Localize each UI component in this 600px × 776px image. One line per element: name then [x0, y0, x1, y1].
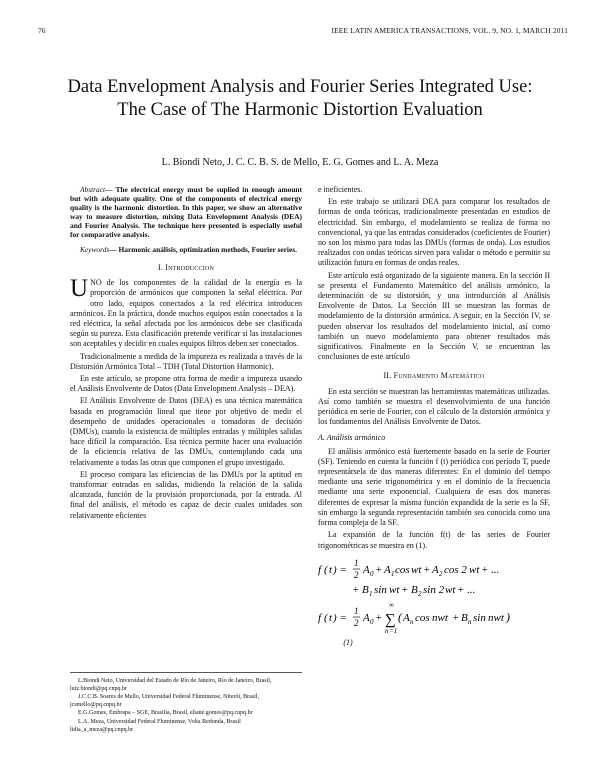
left-column	[70, 185, 302, 523]
svg-text:n: n	[410, 617, 414, 626]
svg-text:(: (	[324, 563, 328, 576]
abstract-text: — The electrical energy must be suplied in enough amount but with adequate quality. One of the components of electrical energy quality is the harmonic distortion. In this paper, we show an alternative way to measure distortion, mixing Data Envelopment Analysis (DEA) and Fourier Analysis. The technique here presented is especially useful for comparative analysis.	[70, 185, 302, 239]
abstract-label: Abstract	[80, 185, 106, 194]
section-number: I.	[157, 263, 164, 272]
svg-text:A: A	[432, 563, 439, 576]
svg-text:+ ...: + ...	[481, 563, 500, 576]
svg-text:+: +	[375, 611, 383, 624]
fourier-equation	[318, 555, 550, 648]
svg-text:wt: wt	[445, 583, 456, 596]
svg-text:1: 1	[369, 589, 373, 598]
section-heading-2	[318, 371, 550, 381]
svg-text:∑: ∑	[385, 611, 396, 628]
paragraph: En este trabajo se utilizará DEA para comparar los resultados de formas de onda teóricas, tradicionalmente presentadas en estudios de electricidad. Sin embargo, el modelamiento se realiza de forma no convencional, ya que las entradas considerados (coeficientes de Fourier) no son los mismo para todas las DMUs (formas de onda). Los estudios realizados con ondas teóricas sirven para validar o método e permitir su utilización futura en formas de ondas reales.	[318, 197, 550, 268]
svg-text:nwt: nwt	[432, 611, 448, 624]
svg-text:wt: wt	[389, 583, 400, 596]
svg-text:cos: cos	[395, 563, 410, 576]
paragraph: En este artículo, se propone otra forma de medir a impureza usando el Análisis Envolvente de Datos (Data Envelopment Analysis – DEA).	[70, 374, 302, 394]
equation-number: (1)	[343, 637, 353, 647]
dropcap: U	[70, 275, 89, 303]
svg-text:1: 1	[354, 557, 359, 568]
svg-text:f: f	[318, 563, 322, 576]
svg-text:0: 0	[370, 617, 374, 626]
svg-text:2: 2	[354, 569, 359, 580]
svg-text:n: n	[385, 626, 389, 635]
svg-text:+: +	[452, 611, 460, 624]
svg-text:sin: sin	[374, 583, 387, 596]
svg-text:2: 2	[354, 617, 359, 628]
svg-text:A: A	[363, 611, 370, 624]
keywords	[70, 245, 302, 254]
svg-text:+: +	[352, 583, 360, 596]
paragraph: e ineficientes.	[318, 185, 363, 194]
svg-text:B: B	[461, 611, 468, 624]
svg-text:n: n	[468, 617, 472, 626]
svg-text:+ ...: + ...	[457, 583, 476, 596]
svg-text:f: f	[318, 611, 322, 624]
journal-header: IEEE LATIN AMERICA TRANSACTIONS, VOL. 9, NO. 1, MARCH 2011	[331, 26, 568, 35]
svg-text:+: +	[423, 563, 431, 576]
svg-text:2: 2	[439, 569, 443, 578]
svg-text:wt: wt	[411, 563, 422, 576]
svg-text:=1: =1	[389, 626, 398, 635]
footnote: L.Biondi Neto, Universidad del Estado de Río de Janeiro, Río de Janeiro, Brasil, luiz.biondi@pq.cnpq.br	[70, 678, 272, 692]
svg-text:nwt: nwt	[488, 611, 504, 624]
paragraph: El análisis armónico está fuertemente basado en la serie de Fourier (SF). Teniendo en cuenta la función f (t) periódica con período T, puede representársela de dos maneras diferentes: En el dominio del tiempo mediante una serie trigonométrica y en el dominio de la frecuencia mediante una serie exponencial. Cualquiera de esas dos maneras diferentes de expresar la misma función expandida de la serie es la SF, sin embargo la segunda representación también sea conocida como una forma compleja de la SF.	[318, 446, 550, 528]
svg-text:cos 2: cos 2	[444, 563, 467, 576]
footnote: L.A. Meza, Universidad Federal Fluminense, Volta Redonda, Brasil lidia_a_meza@pq.cnpq.br	[70, 718, 241, 733]
svg-text:A: A	[384, 563, 391, 576]
svg-text:0: 0	[370, 569, 374, 578]
paragraph: Tradicionalmente a medida de la impureza es realizada a través de la Distorsión Armónica Total – TDH (Total Distortion Harmonic).	[70, 351, 302, 371]
paragraph: El proceso compara las eficiencias de las DMUs por la aptitud en transformar entradas en salidas, midiendo la relación de la salida alcanzada, función de la provisión proporcionada, por la entrada. Al final del análisis, el método es capaz de decir cuales unidades son relativamente eficientes	[70, 469, 302, 520]
paragraph: Este artículo está organizado de la siguiente manera. En la sección II se presenta el Fundamento Matemático del análisis armónico, la determinación de su distorsión, y una introducción al Análisis Envolvente de Datos. La Sección III se muestran las formas de modelamiento de la distorsión armónica. A seguir, en la Sección IV, se pueden observar los resultados del modelamiento inicial, así como también un nuevo modelamiento para obtener resultados más significativos. Finalmente en la Sección V, se encuentran las conclusiones de este artículo	[318, 270, 550, 362]
svg-text:wt: wt	[469, 563, 480, 576]
section-title: Introduccion	[165, 263, 214, 272]
svg-text:+: +	[375, 563, 383, 576]
svg-text:B: B	[411, 583, 418, 596]
svg-text:(: (	[324, 611, 328, 624]
paragraph	[70, 275, 302, 349]
section-title: Fundamento Matemático	[393, 371, 485, 381]
equation-graphic	[318, 555, 550, 647]
paragraph: La expansión de la función f(t) de las series de Fourier trigonométricas se muestra en (1).	[318, 530, 550, 550]
svg-text:sin: sin	[473, 611, 486, 624]
svg-text:cos: cos	[415, 611, 430, 624]
abstract	[70, 185, 302, 239]
paragraph: El Análisis Envolvente de Datos (DEA) es una técnica matemática basada en programación lineal que tiene por objetivo de medir el desempeño de unidades operacionales o tomadoras de decisión (DMUs), cuando la existencia de múltiples entradas y múltiples salidas hace difícil la comparación. Esa técnica permite hacer una evaluación de la eficiencia relativa de las DMUs, contemplando cada una relativamente a todas las otras que componen el grupo investigado.	[70, 396, 302, 467]
section-number: II.	[383, 371, 392, 381]
svg-text:) =: ) =	[333, 563, 347, 576]
svg-text:1: 1	[391, 569, 395, 578]
svg-text:A: A	[403, 611, 410, 624]
page-number: 76	[38, 26, 46, 35]
svg-text:B: B	[362, 583, 369, 596]
keywords-label: Keywords	[80, 245, 110, 254]
svg-text:t: t	[329, 563, 333, 576]
paragraph-text: NO de los componentes de la calidad de la energía es la proporción de armónicos que componen la señal eléctrica. Por otro lado, equipos conectados a la red eléctrica introducen armónicos. En la práctica, donde muchos equipos están conectados a la red eléctrica, la señal afectada por los armónicos debe ser clasificada según su pureza. Esta clasificación pretende verificar si las instalaciones son aceptables y decidir en cuales equipos filtros deben ser conectados.	[70, 278, 302, 349]
svg-text:1: 1	[354, 605, 359, 616]
svg-text:2: 2	[418, 589, 422, 598]
svg-text:): )	[506, 609, 510, 624]
svg-text:+: +	[401, 583, 409, 596]
paper-authors: L. Biondi Neto, J. C. C. B. S. de Mello, E. G. Gomes and L. A. Meza	[161, 157, 439, 168]
keywords-text: — Harmonic análisis, optimization methods, Fourier series.	[109, 245, 297, 254]
subsection-heading: A. Análisis armónico	[318, 433, 386, 443]
svg-text:t: t	[329, 611, 333, 624]
footnote: E.G.Gomes, Embrapa – SGE, Brasilia, Brasil, eliane.gomes@pq.cnpq.br	[78, 710, 253, 717]
footnote: J.C.C.B. Soares de Mello, Universidad Federal Fluminense, Niterói, Brasil, jcsmello@pq.cnpq.br	[70, 694, 259, 708]
svg-text:sin 2: sin 2	[423, 583, 445, 596]
svg-text:) =: ) =	[333, 611, 347, 624]
svg-text:(: (	[398, 609, 402, 624]
section-heading-1	[70, 263, 302, 273]
paper-title: Data Envelopment Analysis and Fourier Series Integrated Use: The Case of The Harmonic Distortion Evaluation	[67, 77, 533, 120]
svg-text:A: A	[363, 563, 370, 576]
paragraph: En esta sección se muestran las herramientas matemáticas utilizadas. Así como también se muestra el desenvolvimiento de una función periódica en serie de Fourier, con el cálculo de la distorsión armónica y los fundamentos del Análisis Envolvente de Datos.	[318, 386, 550, 427]
svg-text:∞: ∞	[389, 600, 394, 609]
footnotes	[70, 672, 302, 735]
right-column	[318, 185, 550, 648]
